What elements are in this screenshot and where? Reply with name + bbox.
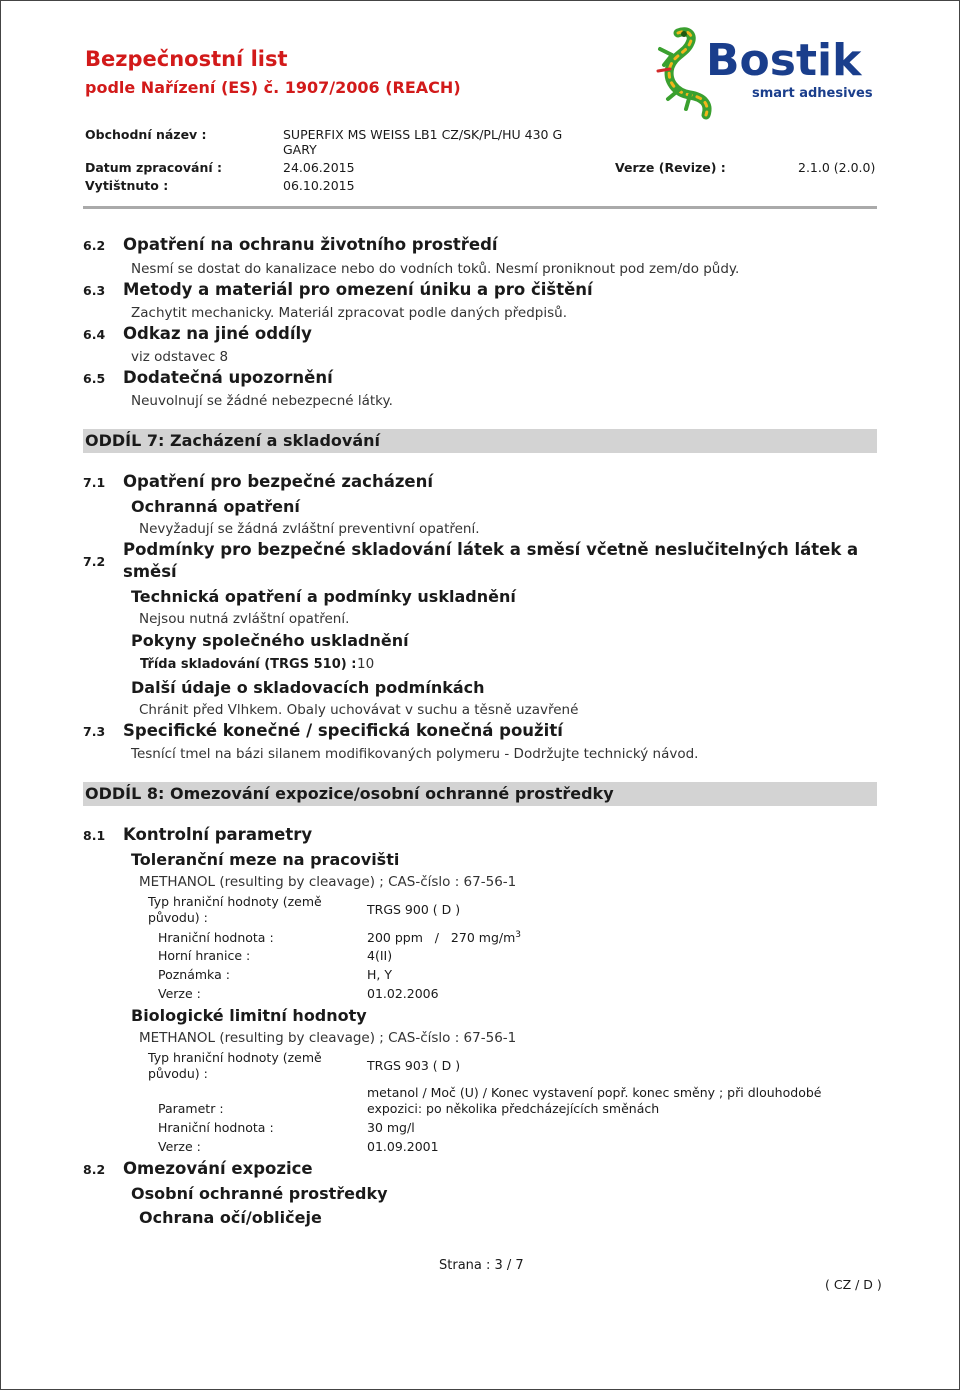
bostik-logo [650, 25, 880, 125]
section-number: 6.3 [83, 283, 106, 298]
section-number: 8.1 [83, 828, 106, 843]
limit-type-value: TRGS 903 ( D ) [367, 1058, 461, 1073]
limit-type-value: TRGS 900 ( D ) [367, 902, 461, 917]
trade-name-line1: SUPERFIX MS WEISS LB1 CZ/SK/PL/HU 430 G [283, 127, 563, 142]
subsection-heading: Omezování expozice [123, 1159, 313, 1178]
section-number: 7.1 [83, 475, 106, 490]
sub-heading: Ochrana očí/obličeje [139, 1208, 322, 1227]
version-label: Verze (Revize) : [615, 160, 726, 175]
upper-limit-value: 4(II) [367, 948, 393, 963]
subsection-heading-line1: Podmínky pro bezpečné skladování látek a směsí včetně neslučitelných látek a [123, 540, 859, 559]
paragraph: viz odstavec 8 [131, 349, 229, 365]
subsection-heading: Specifické konečné / specifická konečná použití [123, 721, 563, 740]
section-heading-7: ODDÍL 7: Zacházení a skladování [83, 429, 877, 453]
subsection-heading: Kontrolní parametry [123, 825, 313, 844]
subsection-heading: Odkaz na jiné oddíly [123, 324, 312, 343]
note-label: Poznámka : [158, 967, 230, 982]
version-value: 2.1.0 (2.0.0) [798, 160, 876, 175]
substance-line: METHANOL (resulting by cleavage) ; CAS-číslo : 67-56-1 [139, 874, 517, 890]
processed-date-label: Datum zpracování : [85, 160, 222, 175]
language-code: ( CZ / D ) [825, 1277, 882, 1292]
parameter-value-line1: metanol / Moč (U) / Konec vystavení popř. konec směny ; při dlouhodobé [367, 1085, 822, 1100]
page-number: Strana : 3 / 7 [439, 1258, 524, 1273]
subsection-heading: Opatření pro bezpečné zacházení [123, 472, 434, 491]
limit-type-label: Typ hraniční hodnoty (země [148, 894, 322, 909]
sub-heading: Biologické limitní hodnoty [131, 1006, 367, 1025]
limit-type-label-2: původu) : [148, 1066, 208, 1081]
parameter-value-line2: expozici: po několika předcházejících směnách [367, 1101, 660, 1116]
printed-date: 06.10.2015 [283, 178, 355, 193]
section-heading-8: ODDÍL 8: Omezování expozice/osobní ochranné prostředky [83, 782, 877, 806]
section-number: 6.5 [83, 371, 106, 386]
limit-type-label: Typ hraniční hodnoty (země [148, 1050, 322, 1065]
version-label: Verze : [158, 986, 201, 1001]
gecko-icon [658, 31, 707, 115]
limit-value: 200 ppm / 270 $mg/m^3$ [367, 930, 521, 946]
document-title: Bezpečnostní list [85, 47, 288, 71]
sub-heading: Technická opatření a podmínky uskladnění [131, 587, 516, 606]
limit-value-label: Hraniční hodnota : [158, 930, 274, 945]
subsection-heading: Opatření na ochranu životního prostředí [123, 235, 498, 254]
note-value: H, Y [367, 967, 392, 982]
version-value: 01.09.2001 [367, 1139, 439, 1154]
header-divider [83, 206, 877, 209]
section-number: 8.2 [83, 1162, 106, 1177]
subsection-heading-line2: směsí [123, 562, 177, 581]
sub-heading: Ochranná opatření [131, 497, 300, 516]
version-value: 01.02.2006 [367, 986, 439, 1001]
subsection-heading: Dodatečná upozornění [123, 368, 333, 387]
limit-type-label-2: původu) : [148, 910, 208, 925]
sub-heading: Další údaje o skladovacích podmínkách [131, 678, 485, 697]
storage-class-value: 10 [357, 656, 375, 672]
trade-name-label: Obchodní název : [85, 127, 207, 142]
sub-heading: Toleranční meze na pracovišti [131, 850, 400, 869]
paragraph: Tesnící tmel na bázi silanem modifikovaných polymeru - Dodržujte technický návod. [131, 746, 699, 762]
version-label: Verze : [158, 1139, 201, 1154]
paragraph: Nejsou nutná zvláštní opatření. [139, 611, 350, 627]
sub-heading: Pokyny společného uskladnění [131, 631, 409, 650]
sub-heading: Osobní ochranné prostředky [131, 1184, 388, 1203]
parameter-label: Parametr : [158, 1101, 224, 1116]
paragraph: Chránit před Vlhkem. Obaly uchovávat v suchu a těsně uzavřené [139, 702, 579, 718]
logo-wordmark: Bostik [706, 35, 862, 86]
section-number: 6.2 [83, 238, 106, 253]
upper-limit-label: Horní hranice : [158, 948, 251, 963]
paragraph: Nevyžadují se žádná zvláštní preventivní opatření. [139, 521, 480, 537]
storage-class-label: Třída skladování (TRGS 510) : [140, 657, 357, 672]
limit-value: 30 mg/l [367, 1120, 415, 1135]
paragraph: Nesmí se dostat do kanalizace nebo do vodních toků. Nesmí proniknout pod zem/do půdy. [131, 261, 740, 277]
document-subtitle: podle Nařízení (ES) č. 1907/2006 (REACH) [85, 78, 461, 97]
paragraph: Neuvolnují se žádné nebezpecné látky. [131, 393, 393, 409]
logo-tagline: smart adhesives [752, 86, 873, 101]
section-number: 7.2 [83, 554, 106, 569]
limit-value-label: Hraniční hodnota : [158, 1120, 274, 1135]
printed-label: Vytištnuto : [85, 178, 169, 193]
section-number: 6.4 [83, 327, 106, 342]
paragraph: Zachytit mechanicky. Materiál zpracovat podle daných předpisů. [131, 305, 567, 321]
section-number: 7.3 [83, 724, 106, 739]
processed-date: 24.06.2015 [283, 160, 355, 175]
subsection-heading: Metody a materiál pro omezení úniku a pro čištění [123, 280, 593, 299]
trade-name-line2: GARY [283, 142, 317, 157]
substance-line: METHANOL (resulting by cleavage) ; CAS-číslo : 67-56-1 [139, 1030, 517, 1046]
